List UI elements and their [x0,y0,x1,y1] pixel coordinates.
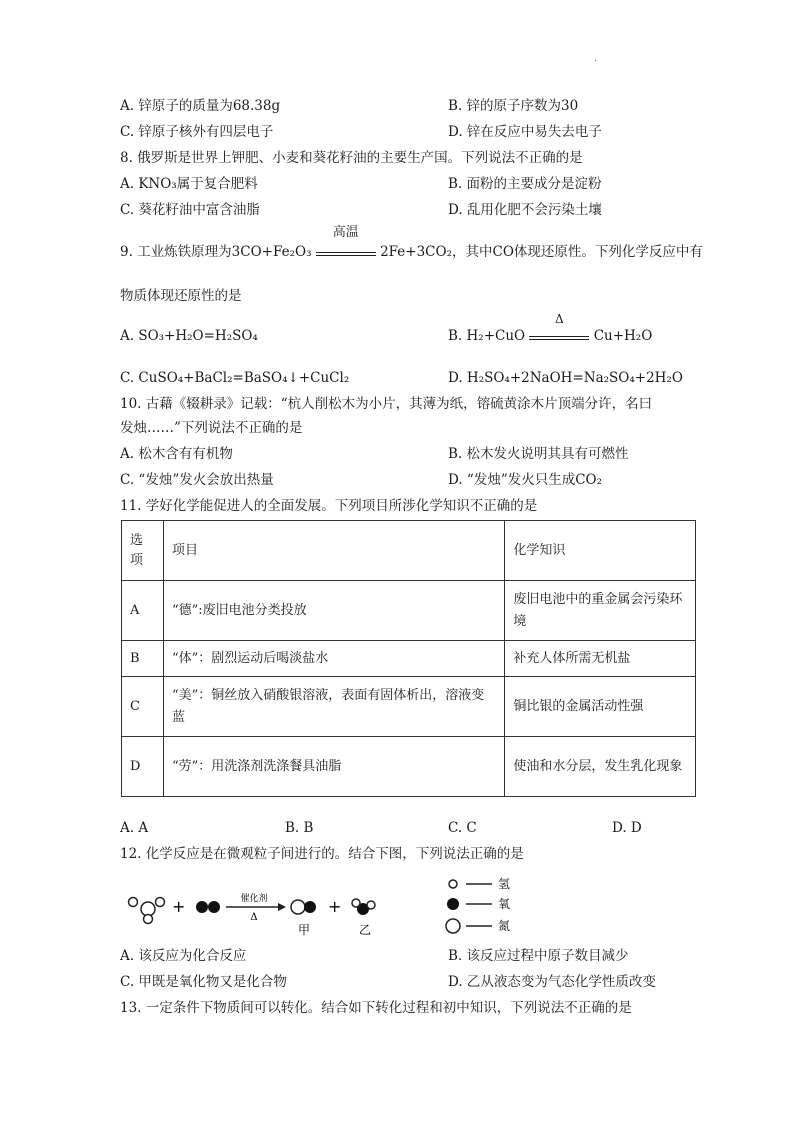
q9-b-condition: Δ [555,311,564,326]
row-knowledge: 废旧电池中的重金属会污染环境 [505,581,696,641]
q9-stem-post: 2Fe+3CO₂，其中CO体现还原性。下列化学反应中有 [380,244,703,260]
label-yi: 乙 [358,923,372,937]
q9-option-d: D. H₂SO₄+2NaOH=Na₂SO₄+2H₂O [448,370,683,386]
q9-b-arrow [529,311,589,347]
q9-option-a: A. SO₃+H₂O=H₂SO₄ [120,328,258,344]
row-option: A [122,581,164,641]
atom-legend [446,877,510,933]
plus-sign-1: + [172,897,186,916]
header-option: 选项 [122,521,164,581]
q8-stem: 8. 俄罗斯是世界上钾肥、小麦和葵花籽油的主要生产国。下列说法不正确的是 [120,150,583,166]
reactant-molecule-2 [196,901,220,913]
q9-option-b [448,311,653,346]
q8-option-b: B. 面粉的主要成分是淀粉 [448,176,602,192]
header-item: 项目 [163,521,504,581]
q12-reaction-diagram [120,872,680,940]
q7-option-b: B. 锌的原子序数为30 [448,98,579,114]
table-row [122,677,696,737]
reactant-molecule-1 [129,898,165,924]
q11-answer-d: D. D [612,820,642,836]
q12-option-d: D. 乙从液态变为气态化学性质改变 [448,974,656,990]
q9-stem-pre: 9. 工业炼铁原理为3CO+Fe₂O₃ [120,244,312,260]
q10-option-a: A. 松木含有有机物 [120,446,233,462]
product-yi-molecule [352,899,375,915]
q9-option-c: C. CuSO₄+BaCl₂=BaSO₄↓+CuCl₂ [120,370,350,386]
row-option: B [122,641,164,677]
q10-option-b: B. 松木发火说明其具有可燃性 [448,446,629,462]
table-row [122,641,696,677]
q8-option-d: D. 乱用化肥不会污染土壤 [448,202,602,218]
plus-sign-2: + [328,897,342,916]
q9-option-b-pre: B. H₂+CuO [448,328,526,344]
heat-label: Δ [250,912,258,923]
q10-stem-line1: 10. 古藉《辍耕录》记载：“杭人削松木为小片，其薄为纸，镕硫黄涂木片顶端分许，名曰 [120,396,653,412]
q11-answer-a: A. A [120,820,149,836]
q10-stem-line2: 发烛……”下列说法不正确的是 [120,420,303,436]
q7-option-c: C. 锌原子核外有四层电子 [120,124,274,140]
q8-option-a: A. KNO₃属于复合肥料 [120,176,258,192]
legend-nitrogen: 氮 [498,919,511,933]
q11-table-header [122,521,696,581]
q8-option-c: C. 葵花籽油中富含油脂 [120,202,260,218]
row-option: C [122,677,164,737]
q12-stem: 12. 化学反应是在微观粒子间进行的。结合下图，下列说法正确的是 [120,846,524,862]
q9-reaction-arrow [316,224,376,263]
q11-stem: 11. 学好化学能促进人的全面发展。下列项目所涉化学知识不正确的是 [120,498,538,514]
q10-option-d: D. “发烛”发火只生成CO₂ [448,472,603,488]
q11-answer-c: C. C [448,820,477,836]
legend-oxygen: 氧 [498,897,511,911]
q9-stem [120,224,703,262]
header-mark: · [594,56,598,67]
q12-option-b: B. 该反应过程中原子数目减少 [448,948,629,964]
q9-option-b-post: Cu+H₂O [593,328,653,344]
q11-answer-b: B. B [285,820,314,836]
q9-stem-line2: 物质体现还原性的是 [120,288,242,304]
q9-condition: 高温 [332,224,359,240]
catalyst-label: 催化剂 [240,894,268,904]
row-item: “劳”：用洗涤剂洗涤餐具油脂 [163,737,504,797]
row-knowledge: 使油和水分层，发生乳化现象 [505,737,696,797]
q7-option-d: D. 锌在反应中易失去电子 [448,124,602,140]
header-knowledge: 化学知识 [505,521,696,581]
table-row [122,737,696,797]
table-row [122,581,696,641]
row-item: “体”：剧烈运动后喝淡盐水 [163,641,504,677]
reaction-arrow [226,892,286,923]
row-knowledge: 补充人体所需无机盐 [505,641,696,677]
q12-option-a: A. 该反应为化合反应 [120,948,247,964]
row-option: D [122,737,164,797]
row-item: “美”：铜丝放入硝酸银溶液，表面有固体析出，溶液变蓝 [163,677,504,737]
q12-option-c: C. 甲既是氧化物又是化合物 [120,974,287,990]
q10-option-c: C. “发烛”发火会放出热量 [120,472,274,488]
q11-table [121,520,696,797]
legend-hydrogen: 氢 [498,877,511,891]
label-jia: 甲 [297,923,311,937]
row-knowledge: 铜比银的金属活动性强 [505,677,696,737]
product-jia-molecule [291,900,316,914]
row-item: “德”:废旧电池分类投放 [163,581,504,641]
q13-stem: 13. 一定条件下物质间可以转化。结合如下转化过程和初中知识，下列说法不正确的是 [120,1000,632,1016]
q7-option-a: A. 锌原子的质量为68.38g [120,98,281,114]
